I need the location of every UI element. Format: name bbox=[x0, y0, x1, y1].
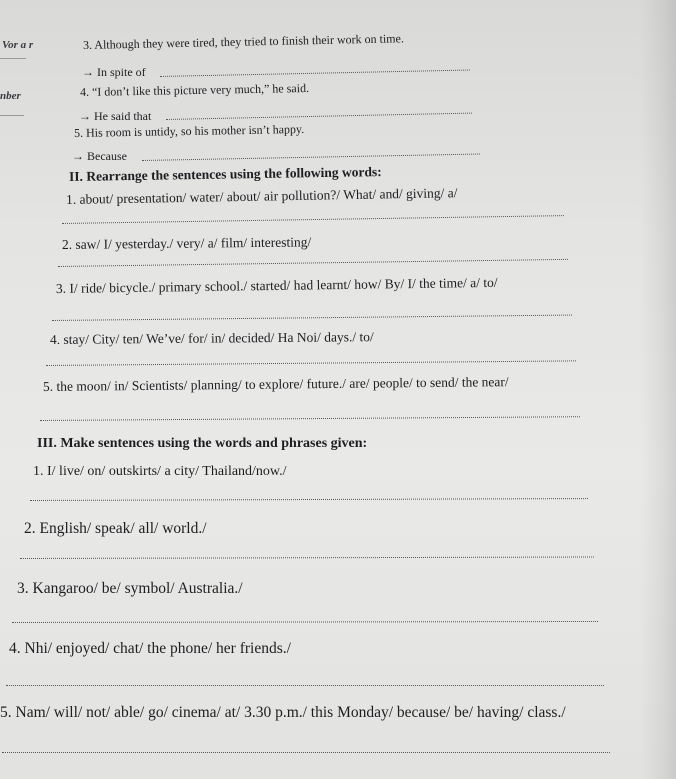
answer-prompt: → In spite of bbox=[82, 65, 146, 79]
section-heading: II. Rearrange the sentences using the following words: bbox=[68, 164, 382, 184]
answer-line[interactable] bbox=[6, 685, 604, 686]
exercise-item: 5. His room is untidy, so his mother isn’t happy. bbox=[73, 121, 305, 140]
margin-rule bbox=[0, 58, 26, 59]
page-shadow bbox=[640, 0, 676, 779]
exercise-item: 5. Nam/ will/ not/ able/ go/ cinema/ at/ 3.30 p.m./ this Monday/ because/ be/ having/ class./ bbox=[0, 704, 566, 721]
exercise-item: 2. saw/ I/ yesterday./ very/ a/ film/ interesting/ bbox=[61, 234, 312, 252]
answer-prompt: → Because bbox=[72, 149, 127, 163]
answer-line[interactable] bbox=[2, 752, 610, 753]
exercise-item: 5. the moon/ in/ Scientists/ planning/ to explore/ future./ are/ people/ to send/ the near/ bbox=[42, 374, 509, 394]
exercise-item: 4. “I don’t like this picture very much,” he said. bbox=[79, 81, 310, 99]
exercise-item: 2. English/ speak/ all/ world./ bbox=[24, 520, 207, 537]
exercise-item: 1. I/ live/ on/ outskirts/ a city/ Thailand/now./ bbox=[33, 464, 287, 479]
exercise-item: 4. stay/ City/ ten/ We’ve/ for/ in/ decided/ Ha Noi/ days./ to/ bbox=[49, 329, 374, 347]
exercise-item: 1. about/ presentation/ water/ about/ air pollution?/ What/ and/ giving/ a/ bbox=[65, 185, 458, 207]
exercise-item: 3. Kangaroo/ be/ symbol/ Australia./ bbox=[17, 580, 243, 597]
margin-fragment: nber bbox=[0, 90, 21, 102]
margin-fragment: Vor a r bbox=[2, 39, 34, 51]
section-heading: III. Make sentences using the words and phrases given: bbox=[37, 436, 368, 451]
exercise-item: 3. I/ ride/ bicycle./ primary school./ started/ had learnt/ how/ By/ I/ the time/ a/ to/ bbox=[55, 274, 498, 296]
answer-prompt: → He said that bbox=[79, 109, 152, 123]
exercise-item: 3. Although they were tired, they tried to finish their work on time. bbox=[82, 31, 405, 52]
exercise-item: 4. Nhi/ enjoyed/ chat/ the phone/ her friends./ bbox=[9, 640, 291, 657]
margin-rule bbox=[0, 115, 24, 116]
